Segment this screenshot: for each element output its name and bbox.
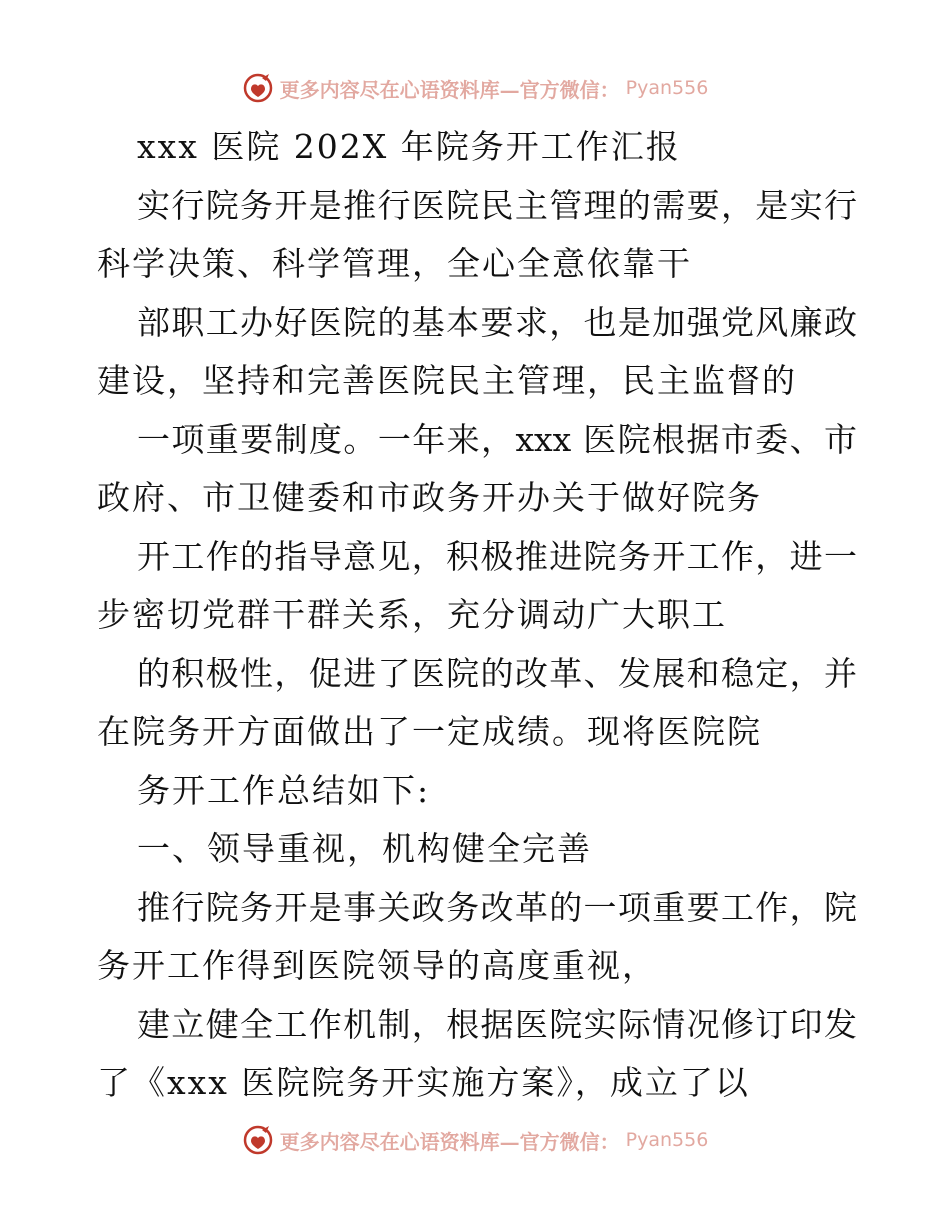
watermark-text: 更多内容尽在心语资料库—官方微信： bbox=[279, 1129, 620, 1154]
text-line: 了《xxx 医院院务开实施方案》，成立了以 bbox=[97, 1063, 750, 1102]
text-line: 部职工办好医院的基本要求，也是加强党风廉政 bbox=[137, 302, 857, 342]
text-line: 建设，坚持和完善医院民主管理，民主监督的 bbox=[97, 361, 797, 400]
text-line: 的积极性，促进了医院的改革、发展和稳定，并 bbox=[137, 653, 857, 693]
text-line: 科学决策、科学管理，全心全意依靠干 bbox=[97, 244, 692, 283]
text-line: 在院务开方面做出了一定成绩。现将医院院 bbox=[97, 712, 762, 751]
watermark-text: 更多内容尽在心语资料库—官方微信： bbox=[279, 77, 620, 102]
document-body bbox=[97, 118, 857, 1113]
heart-pen-logo-icon bbox=[242, 1124, 274, 1156]
text-line: 建立健全工作机制，根据医院实际情况修订印发 bbox=[137, 1004, 857, 1044]
text-line: 务开工作总结如下: bbox=[137, 770, 431, 810]
text-line: 实行院务开是推行医院民主管理的需要，是实行 bbox=[137, 185, 857, 225]
text-line: 务开工作得到医院领导的高度重视， bbox=[97, 946, 657, 985]
watermark-wechat-id: Pyan556 bbox=[625, 77, 709, 99]
footer-watermark bbox=[0, 1124, 950, 1156]
document-title: xxx 医院 202X 年院务开工作汇报 bbox=[137, 127, 681, 166]
watermark-wechat-id: Pyan556 bbox=[625, 1129, 709, 1151]
text-line: 开工作的指导意见，积极推进院务开工作，进一 bbox=[137, 536, 857, 576]
header-watermark bbox=[0, 72, 950, 104]
heart-pen-logo-icon bbox=[242, 72, 274, 104]
text-line: 推行院务开是事关政务改革的一项重要工作，院 bbox=[137, 887, 857, 927]
text-line: 步密切党群干群关系，充分调动广大职工 bbox=[97, 595, 727, 634]
text-line: 一项重要制度。一年来，xxx 医院根据市委、市 bbox=[137, 419, 857, 459]
section-heading: 一、领导重视，机构健全完善 bbox=[137, 829, 592, 868]
text-line: 政府、市卫健委和市政务开办关于做好院务 bbox=[97, 478, 762, 517]
